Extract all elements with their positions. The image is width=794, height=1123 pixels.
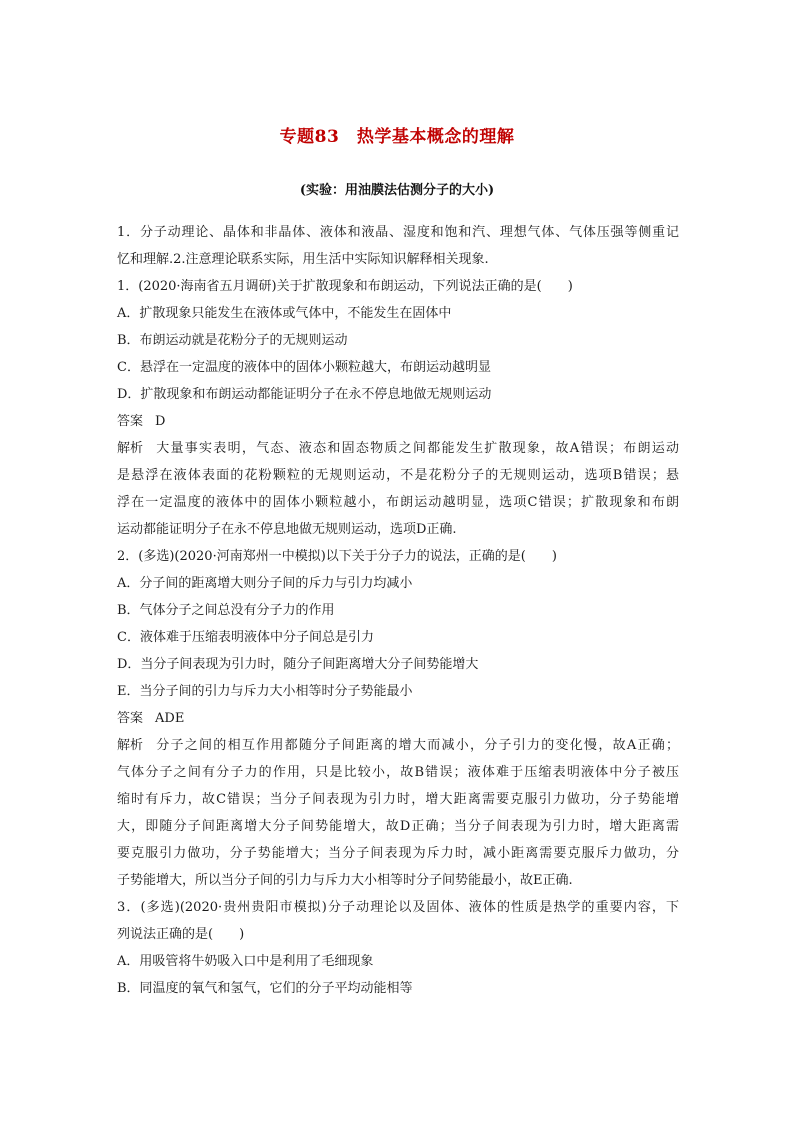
- question-stem: 3．(多选)(2020·贵州贵阳市模拟)分子动理论以及固体、液体的性质是热学的重要内容，下: [117, 900, 679, 915]
- document-body: [117, 219, 679, 1002]
- question-stem: 1．(2020·海南省五月调研)关于扩散现象和布朗运动，下列说法正确的是( ): [117, 279, 573, 294]
- question-stem: 列说法正确的是( ): [117, 927, 245, 942]
- option-e: E．当分子间的引力与斥力大小相等时分子势能最小: [117, 684, 413, 699]
- answer-value: D: [155, 414, 166, 429]
- answer-line: [117, 705, 679, 732]
- analysis-line: [117, 435, 679, 462]
- option-b: B．布朗运动就是花粉分子的无规则运动: [117, 333, 348, 348]
- option-c: C．液体难于压缩表明液体中分子间总是引力: [117, 630, 374, 645]
- option-d: D．扩散现象和布朗运动都能证明分子在永不停息地做无规则运动: [117, 387, 492, 402]
- intro-line: 1．分子动理论、晶体和非晶体、液体和液晶、湿度和饱和汽、理想气体、气体压强等侧重记: [117, 225, 679, 240]
- analysis-line: 气体分子之间有分子力的作用，只是比较小，故B错误；液体难于压缩表明液体中分子被压: [117, 765, 679, 780]
- analysis-label: 解析: [117, 441, 144, 456]
- option-c: C．悬浮在一定温度的液体中的固体小颗粒越大，布朗运动越明显: [117, 360, 491, 375]
- option-b: B．气体分子之间总没有分子力的作用: [117, 603, 335, 618]
- question-stem: 2．(多选)(2020·河南郑州一中模拟)以下关于分子力的说法，正确的是( ): [117, 549, 557, 564]
- answer-label: 答案: [117, 414, 144, 429]
- page-title: 专题83 热学基本概念的理解: [279, 127, 515, 147]
- analysis-line: 浮在一定温度的液体中的固体小颗粒越小，布朗运动越明显，选项C错误；扩散现象和布朗: [117, 495, 679, 510]
- analysis-text: 分子之间的相互作用都随分子间距离的增大而减小，分子引力的变化慢，故A正确；: [155, 738, 679, 753]
- analysis-line: 缩时有斥力，故C错误；当分子间表现为引力时，增大距离需要克服引力做功，分子势能增: [117, 792, 679, 807]
- page-subtitle: (实验：用油膜法估测分子的大小): [299, 183, 495, 198]
- analysis-line: [117, 732, 679, 759]
- answer-label: 答案: [117, 711, 144, 726]
- analysis-line: 是悬浮在液体表面的花粉颗粒的无规则运动，不是花粉分子的无规则运动，选项B错误；悬: [117, 468, 679, 483]
- analysis-line: 运动都能证明分子在永不停息地做无规则运动，选项D正确.: [117, 522, 457, 537]
- analysis-line: 子势能增大，所以当分子间的引力与斥力大小相等时分子间势能最小，故E正确.: [117, 873, 573, 888]
- intro-line: 忆和理解.2.注意理论联系实际，用生活中实际知识解释相关现象.: [117, 252, 489, 267]
- analysis-line: 大，即随分子间距离增大分子间势能增大，故D正确；当分子间表现为引力时，增大距离需: [117, 819, 679, 834]
- option-a: A．分子间的距离增大则分子间的斥力与引力均减小: [117, 576, 413, 591]
- option-b: B．同温度的氧气和氢气，它们的分子平均动能相等: [117, 981, 413, 996]
- analysis-text: 大量事实表明，气态、液态和固态物质之间都能发生扩散现象，故A错误；布朗运动: [155, 441, 679, 456]
- option-a: A．用吸管将牛奶吸入口中是利用了毛细现象: [117, 954, 374, 969]
- analysis-line: 要克服引力做功，分子势能增大；当分子间表现为斥力时，减小距离需要克服斥力做功，分: [117, 846, 679, 861]
- option-a: A．扩散现象只能发生在液体或气体中，不能发生在固体中: [117, 306, 452, 321]
- answer-value: ADE: [155, 711, 185, 726]
- answer-line: [117, 408, 679, 435]
- analysis-label: 解析: [117, 738, 144, 753]
- option-d: D．当分子间表现为引力时，随分子间距离增大分子间势能增大: [117, 657, 479, 672]
